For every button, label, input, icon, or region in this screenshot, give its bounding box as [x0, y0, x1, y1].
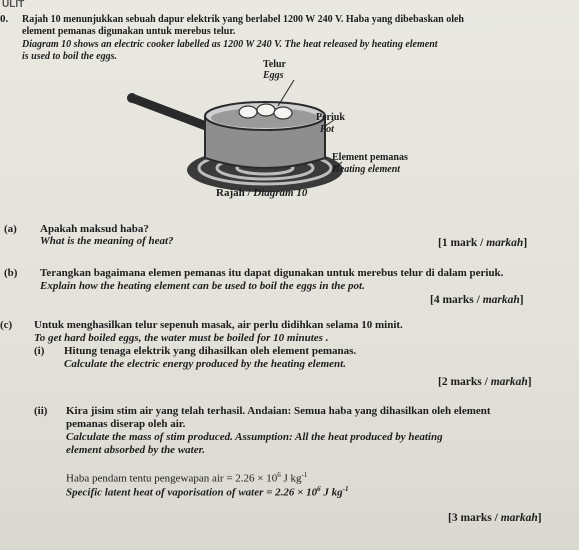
intro-english-line-1: Diagram 10 shows an electric cooker labelled as 1200 W 240 V. The heat released by heating element — [22, 39, 438, 50]
part-c-i-english: Calculate the electric energy produced by the heating element. — [64, 358, 346, 370]
given-latent-heat-english: Specific latent heat of vaporisation of water = $2.26 \times 10^6$ J $kg^{-1}$ — [66, 485, 349, 499]
egg-icon — [274, 107, 292, 119]
part-b-malay: Terangkan bagaimana elemen pemanas itu dapat digunakan untuk merebus telur di dalam periuk. — [40, 267, 504, 279]
part-a-marks: [1 mark / markah] — [438, 237, 528, 249]
question-number: 0. — [0, 13, 9, 25]
part-c-ii-roman: (ii) — [34, 405, 48, 417]
label-eggs: Eggs — [263, 70, 284, 81]
intro-malay-line-1: Rajah 10 menunjukkan sebuah dapur elektrik yang berlabel 1200 W 240 V. Haba yang dibebaskan oleh — [22, 14, 464, 25]
part-b-marks: [4 marks / markah] — [430, 294, 524, 306]
part-b-english: Explain how the heating element can be used to boil the eggs in the pot. — [40, 280, 365, 292]
part-c-i-roman: (i) — [34, 345, 45, 357]
label-element-pemanas: Element pemanas — [332, 152, 408, 163]
part-a-letter: (a) — [4, 223, 17, 235]
handle-end — [127, 93, 137, 103]
given-latent-heat-malay: Haba pendam tentu pengewapan air = $2.26 \times 10^6$ J $kg^{-1}$ — [66, 471, 308, 485]
egg-icon — [257, 104, 275, 116]
part-c-i-marks: [2 marks / markah] — [438, 376, 532, 388]
label-telur: Telur — [263, 59, 286, 70]
pot-handle — [130, 94, 208, 130]
part-c-malay: Untuk menghasilkan telur sepenuh masak, air perlu didihkan selama 10 minit. — [34, 319, 403, 331]
part-b-letter: (b) — [4, 267, 18, 279]
intro-english-line-2: is used to boil the eggs. — [22, 51, 118, 62]
part-c-ii-english-line-2: element absorbed by the water. — [66, 444, 206, 456]
intro-malay-line-2: element pemanas digunakan untuk merebus telur. — [22, 26, 236, 37]
part-c-ii-english-line-1: Calculate the mass of stim produced. Assumption: All the heat produced by heating — [66, 431, 443, 443]
part-a-english: What is the meaning of heat? — [40, 235, 174, 247]
part-c-ii-malay-line-1: Kira jisim stim air yang telah terhasil. Andaian: Semua haba yang dihasilkan oleh element — [66, 405, 491, 417]
diagram-caption: Rajah / Diagram 10 — [216, 187, 308, 199]
part-c-i-malay: Hitung tenaga elektrik yang dihasilkan oleh element pemanas. — [64, 345, 357, 357]
part-c-ii-malay-line-2: pemanas diserap oleh air. — [66, 418, 186, 430]
part-c-ii-marks: [3 marks / markah] — [448, 512, 542, 524]
corner-text: ULIT — [2, 0, 25, 10]
label-pot: Pot — [320, 124, 334, 135]
egg-icon — [239, 106, 257, 118]
label-periuk: Periuk — [316, 112, 345, 123]
part-c-letter: (c) — [0, 319, 13, 331]
label-heating-element: Heating element — [332, 164, 401, 175]
part-c-english: To get hard boiled eggs, the water must be boiled for 10 minutes . — [34, 332, 329, 344]
part-a-malay: Apakah maksud haba? — [40, 223, 149, 235]
